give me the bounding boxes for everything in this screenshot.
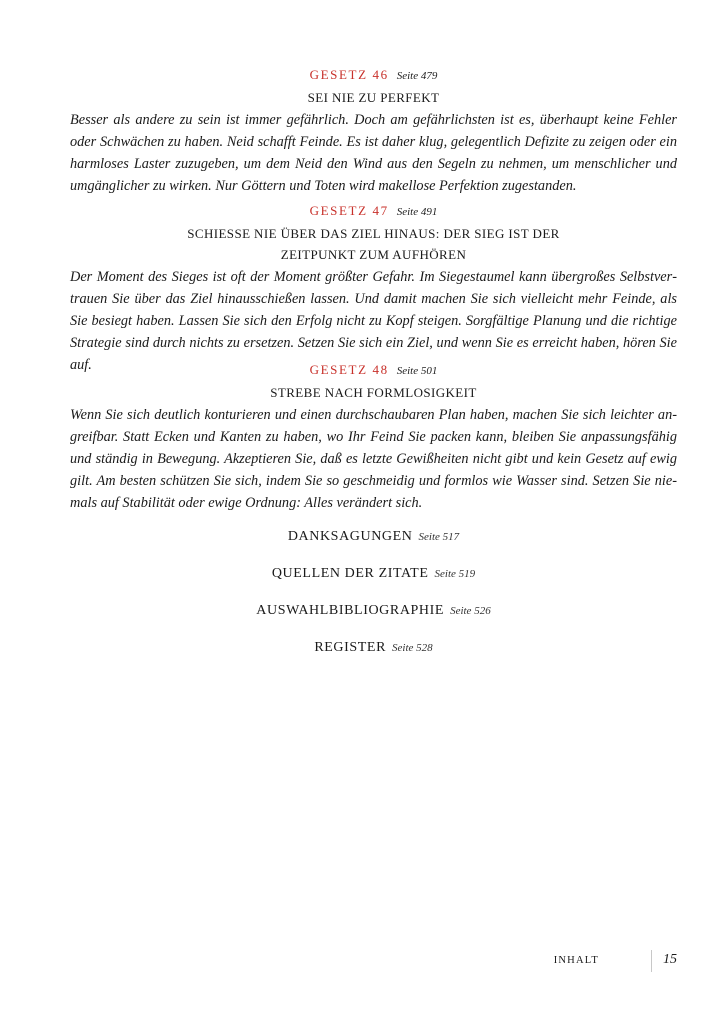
appendix-label: QUELLEN DER ZITATE: [271, 566, 429, 581]
law-page-ref: Seite 501: [396, 365, 438, 377]
footer-divider: [651, 950, 652, 972]
law-title: [70, 87, 677, 108]
law-summary: Wenn Sie sich deutlich konturieren und einen durchschaubaren Plan haben, machen Sie sich leichter angreifbar. Statt Ecken und Kanten zu haben, wo Ihr Feind Sie packen kann, bleiben Sie anpassungsfähig und ständig in Bewegung. Akzeptieren Sie, daß es letzte Gewißheiten nicht gibt und kein Gesetz auf ewig gilt. Am besten schützen Sie sich, indem Sie so geschmeidig und formlos wie Wasser sind. Setzen Sie niemals auf Stabilität oder ewige Ordnung: Alles verändert sich.: [70, 407, 677, 511]
page-footer: [553, 950, 677, 972]
law-entry-48: [70, 361, 677, 514]
law-page-ref: Seite 479: [396, 70, 438, 82]
footer-section-label: INHALT: [553, 955, 599, 966]
law-heading: [70, 202, 677, 221]
law-number: GESETZ 48: [309, 362, 389, 377]
law-summary: Besser als andere zu sein ist immer gefährlich. Doch am gefährlichsten ist es, überhaupt keine Fehler oder Schwächen zu haben. Neid schafft Feinde. Es ist daher klug, gelegentlich Defizite zu zeigen oder ein harmloses Laster zuzugeben, um dem Neid den Wind aus den Segeln zu nehmen, um menschlicher und umgänglicher zu wirken. Nur Göttern und Toten wird makellose Perfektion zugestanden.: [70, 112, 677, 194]
appendix-item-register: [70, 629, 677, 666]
appendix-label: DANKSAGUNGEN: [287, 529, 413, 544]
appendix-label: AUSWAHLBIBLIOGRAPHIE: [256, 603, 445, 618]
law-entry-46: [70, 66, 677, 197]
appendix-label: REGISTER: [314, 640, 387, 655]
law-entry-47: [70, 202, 677, 376]
appendix-page-ref: Seite 519: [434, 568, 476, 580]
law-title: [70, 223, 677, 265]
appendix-page-ref: Seite 517: [418, 531, 460, 543]
law-heading: [70, 361, 677, 380]
law-number: GESETZ 46: [309, 67, 389, 82]
appendix-item-danksagungen: [70, 518, 677, 555]
appendix-page-ref: Seite 526: [450, 605, 491, 617]
law-title-line: STREBE NACH FORMLOSIGKEIT: [270, 385, 477, 400]
appendix-list: [70, 518, 677, 666]
law-title-line: SCHIESSE NIE ÜBER DAS ZIEL HINAUS: DER SIEG IST DER: [187, 226, 560, 241]
page-number: 15: [663, 952, 677, 967]
appendix-item-bibliographie: [70, 592, 677, 629]
law-title-line: ZEITPUNKT ZUM AUFHÖREN: [280, 247, 467, 262]
law-title: [70, 382, 677, 403]
law-number: GESETZ 47: [309, 203, 389, 218]
appendix-page-ref: Seite 528: [392, 642, 433, 654]
law-summary: Der Moment des Sieges ist oft der Moment größter Gefahr. Im Siegestaumel kann übergroßes Selbstvertrauen Sie über das Ziel hinausschießen lassen. Und damit machen Sie sich vielleicht mehr Feinde, als Sie besiegt haben. Lassen Sie sich den Erfolg nicht zu Kopf steigen. Sorgfältige Planung und die richtige Strategie sind durch nichts zu ersetzen. Setzen Sie sich ein Ziel, und wenn Sie es erreicht haben, hören Sie auf.: [70, 269, 677, 373]
law-page-ref: Seite 491: [396, 206, 438, 218]
law-heading: [70, 66, 677, 85]
appendix-item-quellen: [70, 555, 677, 592]
law-title-line: SEI NIE ZU PERFEKT: [307, 90, 440, 105]
